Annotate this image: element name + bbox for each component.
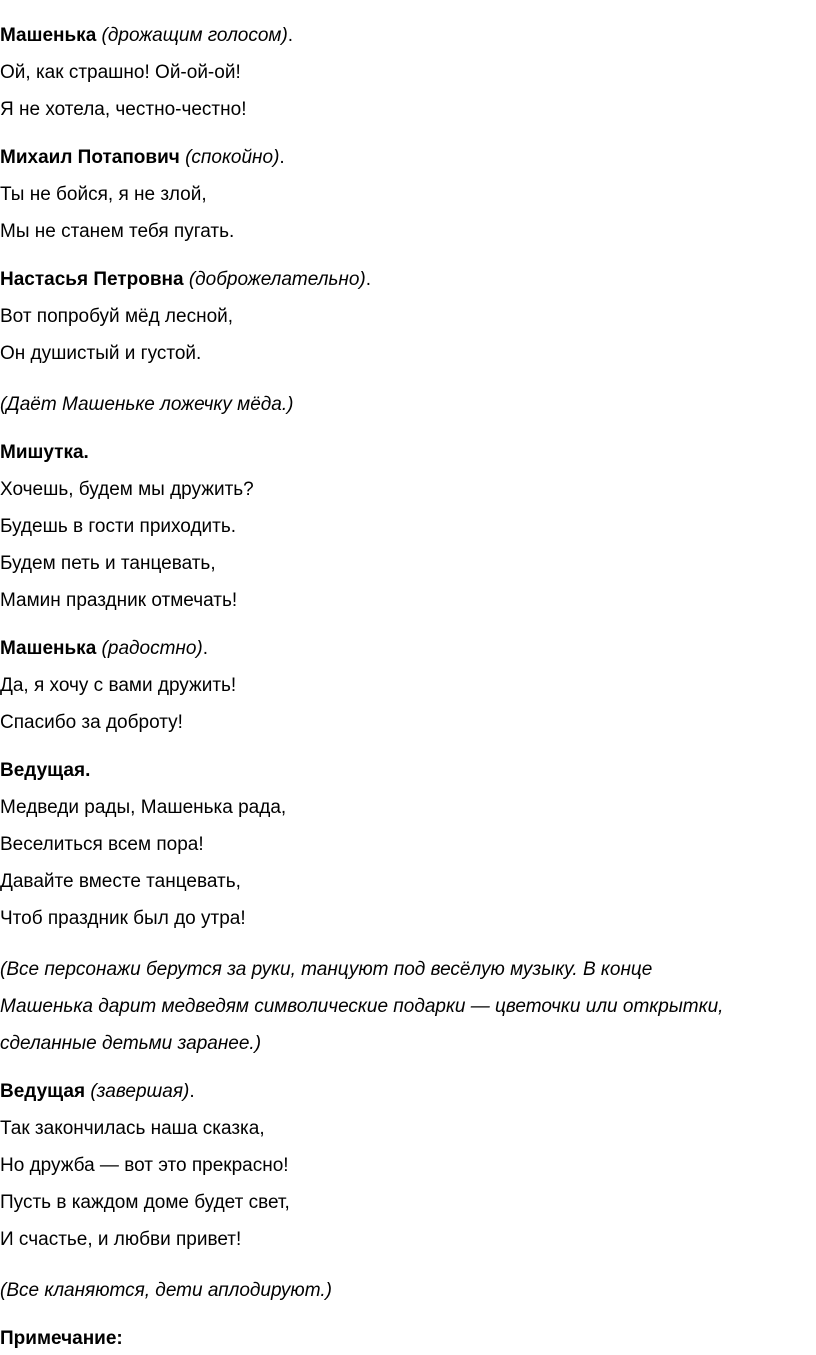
verse-line: Ой, как страшно! Ой-ой-ой! [0,62,241,83]
speaker-name: Настасья Петровна [0,269,184,290]
note-heading: Примечание: [0,1328,123,1349]
verse-line: Спасибо за доброту! [0,712,183,733]
speaker-name: Машенька [0,638,97,659]
verse-line: Мы не станем тебя пугать. [0,221,235,242]
verse-line: Веселиться всем пора! [0,834,204,855]
stage-direction: (спокойно) [185,147,280,168]
verse-line: Но дружба — вот это прекрасно! [0,1155,289,1176]
speech-block [0,20,816,128]
stage-direction-block [0,1272,816,1309]
stage-direction-line: (Даёт Машеньке ложечку мёда.) [0,394,294,415]
verse-line: Медведи рады, Машенька рада, [0,797,287,818]
speech-block [0,437,816,619]
speaker-name: Ведущая. [0,760,91,781]
speaker-line [0,437,816,469]
stage-direction-block [0,386,816,423]
speaker-line: Настасья Петровна (доброжелательно). [0,269,372,290]
speaker-line [0,755,816,787]
stage-direction: (радостно) [101,638,203,659]
stage-direction-line: Машенька дарит медведям символические подарки — цветочки или открытки, [0,996,724,1017]
stage-direction: (завершая) [90,1081,190,1102]
speaker-line: Ведущая (завершая). [0,1081,195,1102]
verse-line: Я не хотела, честно-честно! [0,99,247,120]
verse-line: Да, я хочу с вами дружить! [0,675,237,696]
speaker-name: Михаил Потапович [0,147,180,168]
speech-block [0,1076,816,1258]
verse-line: Вот попробуй мёд лесной, [0,306,234,327]
verse-line: Пусть в каждом доме будет свет, [0,1192,290,1213]
stage-direction-block [0,951,816,1062]
speaker-name: Ведущая [0,1081,86,1102]
stage-direction-line: сделанные детьми заранее.) [0,1033,262,1054]
verse-line: Чтоб праздник был до утра! [0,908,246,929]
speech-block [0,755,816,937]
stage-direction: (доброжелательно) [188,269,366,290]
verse-line: Так закончилась наша сказка, [0,1118,265,1139]
speaker-name: Машенька [0,25,97,46]
speaker-line: Михаил Потапович (спокойно). [0,147,285,168]
verse-line: Мамин праздник отмечать! [0,590,238,611]
verse-line: И счастье, и любви привет! [0,1229,242,1250]
verse-line: Давайте вместе танцевать, [0,871,241,892]
verse-line: Ты не бойся, я не злой, [0,184,207,205]
verse-line: Он душистый и густой. [0,343,202,364]
stage-direction-line: (Все кланяются, дети аплодируют.) [0,1280,332,1301]
speech-block [0,264,816,372]
speaker-name: Мишутка. [0,442,89,463]
stage-direction: (дрожащим голосом) [101,25,288,46]
speaker-line: Машенька (дрожащим голосом). [0,25,294,46]
verse-line: Будешь в гости приходить. [0,516,237,537]
stage-direction-line: (Все персонажи берутся за руки, танцуют под весёлую музыку. В конце [0,959,653,980]
speech-block [0,142,816,250]
speech-block [0,633,816,741]
verse-line: Хочешь, будем мы дружить? [0,479,254,500]
speaker-line: Машенька (радостно). [0,638,209,659]
verse-line: Будем петь и танцевать, [0,553,216,574]
note-block [0,1323,816,1355]
